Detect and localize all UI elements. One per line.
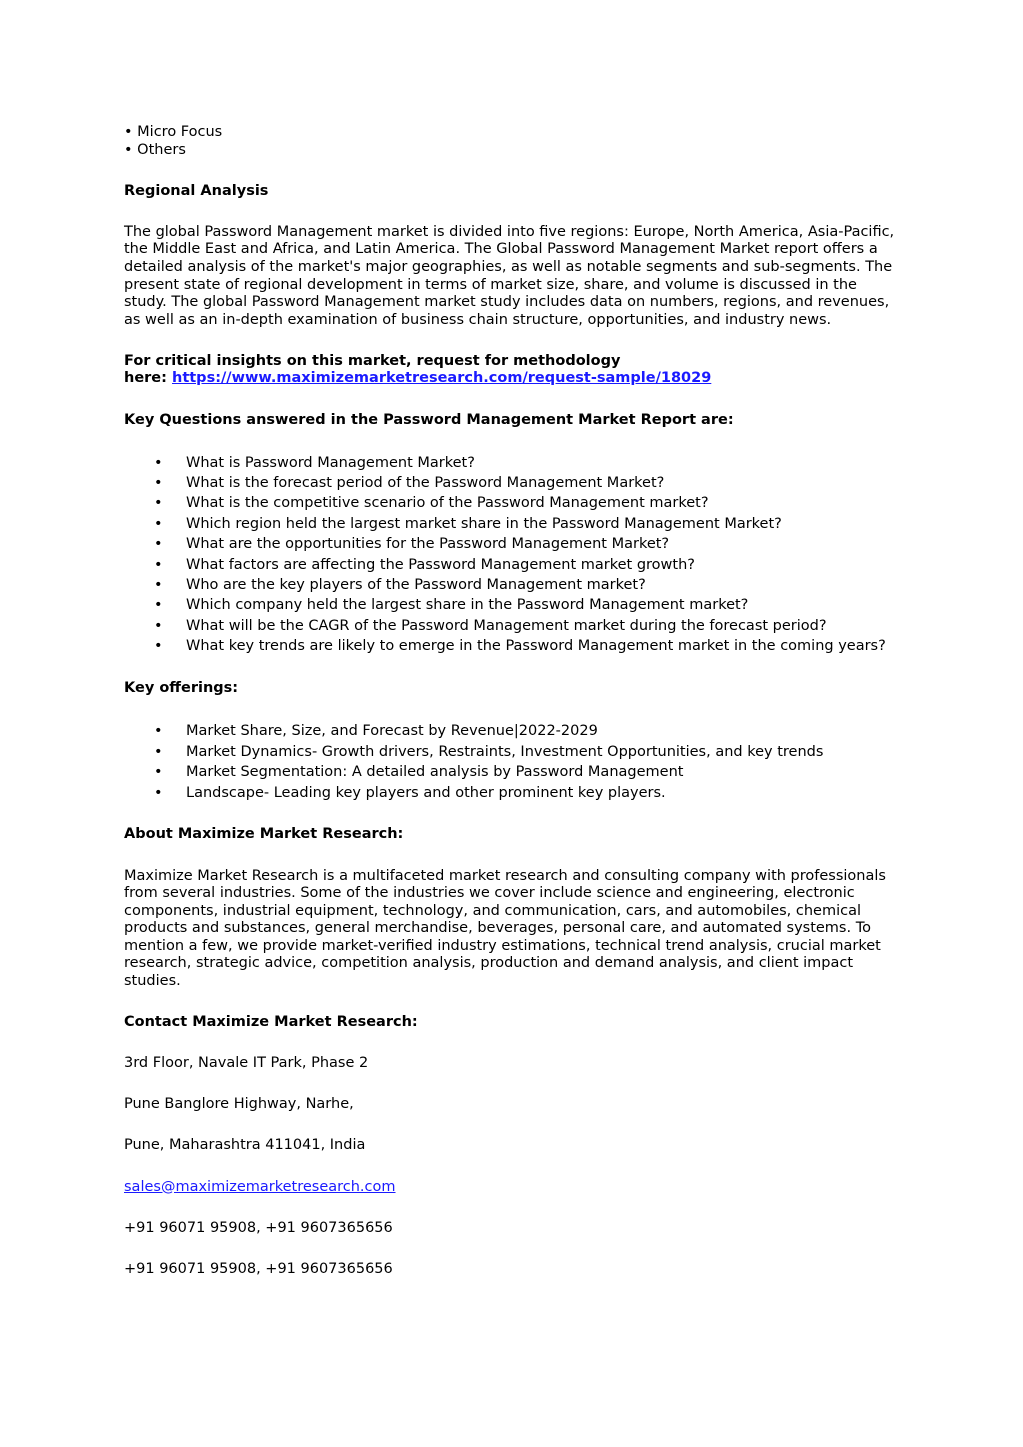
list-item: • What is the competitive scenario of the Password Management market? <box>124 493 904 513</box>
bullet-icon: • <box>154 556 163 573</box>
company-list <box>124 124 904 159</box>
contact-address-line1: 3rd Floor, Navale IT Park, Phase 2 <box>124 1055 369 1072</box>
list-item: • What will be the CAGR of the Password Management market during the forecast period? <box>124 616 904 636</box>
list-item: • Market Dynamics- Growth drivers, Restraints, Investment Opportunities, and key trends <box>124 742 904 762</box>
list-item: • Market Share, Size, and Forecast by Revenue|2022-2029 <box>124 721 904 741</box>
key-offerings-list <box>124 721 904 803</box>
list-item: • Which region held the largest market share in the Password Management Market? <box>124 514 904 534</box>
bullet-icon: • <box>154 515 163 532</box>
bullet-icon: • <box>154 638 163 655</box>
list-item: • What key trends are likely to emerge in the Password Management market in the coming years? <box>124 636 904 656</box>
list-item: • Micro Focus <box>124 124 223 140</box>
bullet-icon: • <box>154 536 163 553</box>
about-heading: About Maximize Market Research: <box>124 826 404 843</box>
key-offerings-heading: Key offerings: <box>124 680 239 697</box>
list-item: • Market Segmentation: A detailed analysis by Password Management <box>124 762 904 782</box>
bullet-icon: • <box>154 764 163 781</box>
bullet-icon: • <box>154 597 163 614</box>
bullet-icon: • <box>154 454 163 471</box>
list-item: • What is the forecast period of the Password Management Market? <box>124 473 904 493</box>
document-content <box>124 124 904 1278</box>
bullet-icon: • <box>154 723 163 740</box>
bullet-icon: • <box>154 743 163 760</box>
insights-prefix: here: <box>124 370 172 387</box>
regional-analysis-heading: Regional Analysis <box>124 182 269 199</box>
about-paragraph: Maximize Market Research is a multifaceted market research and consulting company with professionals from several industries. Some of the industries we cover include science and engineering, electronic components, industrial equipment, technology, and communication, cars, and automobiles, chemical products and substances, general merchandise, beverages, personal care, and automated systems. To mention a few, we provide market-verified industry estimations, technical trend analysis, crucial market research, strategic advice, competition analysis, production and demand analysis, and client impact studies. <box>124 867 886 990</box>
contact-phone-line2: +91 96071 95908, +91 9607365656 <box>124 1260 393 1277</box>
list-item: • Others <box>124 141 186 158</box>
bullet-icon: • <box>154 784 163 801</box>
bullet-icon: • <box>154 475 163 492</box>
bullet-icon: • <box>154 577 163 594</box>
contact-heading: Contact Maximize Market Research: <box>124 1014 418 1031</box>
list-item: • What are the opportunities for the Password Management Market? <box>124 534 904 554</box>
list-item: • Which company held the largest share in the Password Management market? <box>124 595 904 615</box>
request-sample-link[interactable]: https://www.maximizemarketresearch.com/request-sample/18029 <box>172 370 712 387</box>
list-item: • Landscape- Leading key players and other prominent key players. <box>124 783 904 803</box>
key-questions-list <box>124 453 904 657</box>
contact-email-link[interactable]: sales@maximizemarketresearch.com <box>124 1178 396 1195</box>
insights-line <box>124 353 904 388</box>
regional-analysis-paragraph: The global Password Management market is divided into five regions: Europe, North America, Asia-Pacific, the Middle East and Africa, and Latin America. The Global Password Management Market report offers a detailed analysis of the market's major geographies, as well as notable segments and sub-segments. The present state of regional development in terms of market size, share, and volume is discussed in the study. The global Password Management market study includes data on numbers, regions, and revenues, as well as an in-depth examination of business chain structure, opportunities, and industry news. <box>124 223 895 328</box>
bullet-icon: • <box>154 617 163 634</box>
contact-address-line2: Pune Banglore Highway, Narhe, <box>124 1096 354 1113</box>
insights-text: For critical insights on this market, request for methodology <box>124 352 621 369</box>
list-item: • Who are the key players of the Password Management market? <box>124 575 904 595</box>
contact-address-line3: Pune, Maharashtra 411041, India <box>124 1137 366 1154</box>
bullet-icon: • <box>154 495 163 512</box>
key-questions-heading: Key Questions answered in the Password Management Market Report are: <box>124 411 734 428</box>
list-item: • What is Password Management Market? <box>124 453 904 473</box>
list-item: • What factors are affecting the Password Management market growth? <box>124 555 904 575</box>
contact-phone-line1: +91 96071 95908, +91 9607365656 <box>124 1219 393 1236</box>
